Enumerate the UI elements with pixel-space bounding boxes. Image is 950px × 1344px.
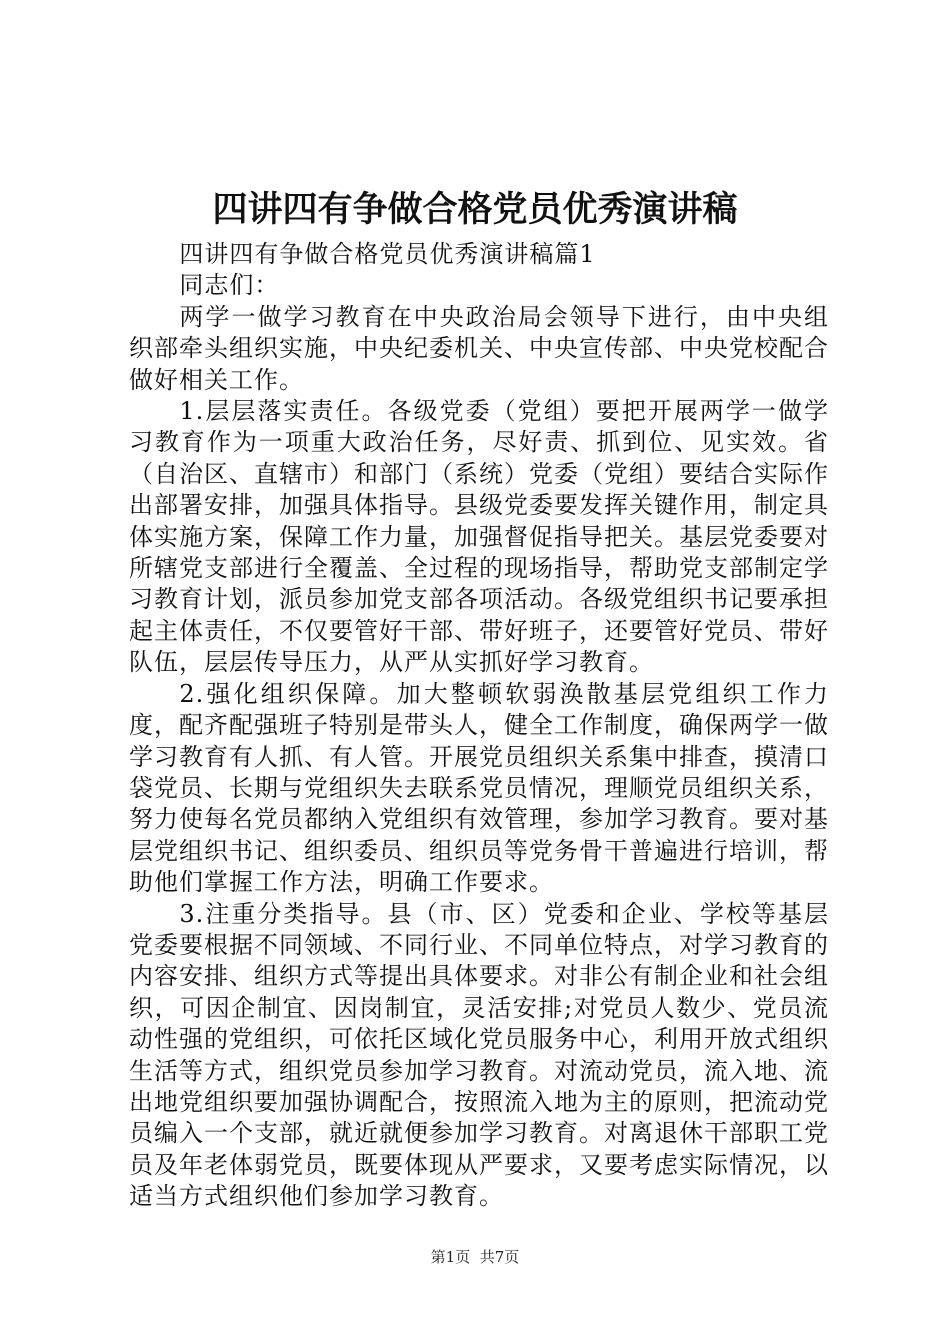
page-footer: [0, 1247, 950, 1267]
paragraph-intro: 两学一做学习教育在中央政治局会领导下进行，由中央组织部牵头组织实施，中央纪委机关、中央宣传部、中央党校配合做好相关工作。: [129, 302, 829, 394]
salutation: 同志们：: [179, 271, 280, 300]
document-body: [129, 239, 829, 1213]
page-title: 四讲四有争做合格党员优秀演讲稿: [212, 189, 738, 230]
page-number: 第1页: [430, 1248, 471, 1266]
section-subtitle: 四讲四有争做合格党员优秀演讲稿篇1: [179, 240, 596, 268]
paragraph-responsibility: 1.层层落实责任。各级党委（党组）要把开展两学一做学习教育作为一项重大政治任务，尽好责、抓到位、见实效。省（自治区、直辖市）和部门（系统）党委（党组）要结合实际作出部署安排，加强具体指导。县级党委要发挥关键作用，制定具体实施方案，保障工作力量，加强督促指导把关。基层党委要对所辖党支部进行全覆盖、全过程的现场指导，帮助党支部制定学习教育计划，派员参加党支部各项活动。各级党组织书记要承担起主体责任，不仅要管好干部、带好班子，还要管好党员、带好队伍，层层传导压力，从严从实抓好学习教育。: [129, 397, 829, 677]
page-total: 共7页: [479, 1248, 520, 1266]
paragraph-guidance: 3.注重分类指导。县（市、区）党委和企业、学校等基层党委要根据不同领域、不同行业、不同单位特点，对学习教育的内容安排、组织方式等提出具体要求。对非公有制企业和社会组织，可因企制宜、因岗制宜，灵活安排;对党员人数少、党员流动性强的党组织，可依托区域化党员服务中心，利用开放式组织生活等方式，组织党员参加学习教育。对流动党员，流入地、流出地党组织要加强协调配合，按照流入地为主的原则，把流动党员编入一个支部，就近就便参加学习教育。对离退休干部职工党员及年老体弱党员，既要体现从严要求，又要考虑实际情况，以适当方式组织他们参加学习教育。: [129, 899, 829, 1211]
paragraph-organization: 2.强化组织保障。加大整顿软弱涣散基层党组织工作力度，配齐配强班子特别是带头人，健全工作制度，确保两学一做学习教育有人抓、有人管。开展党员组织关系集中排查，摸清口袋党员、长期与党组织失去联系党员情况，理顺党员组织关系，努力使每名党员都纳入党组织有效管理，参加学习教育。要对基层党组织书记、组织委员、组织员等党务骨干普遍进行培训，帮助他们掌握工作方法，明确工作要求。: [129, 679, 829, 897]
